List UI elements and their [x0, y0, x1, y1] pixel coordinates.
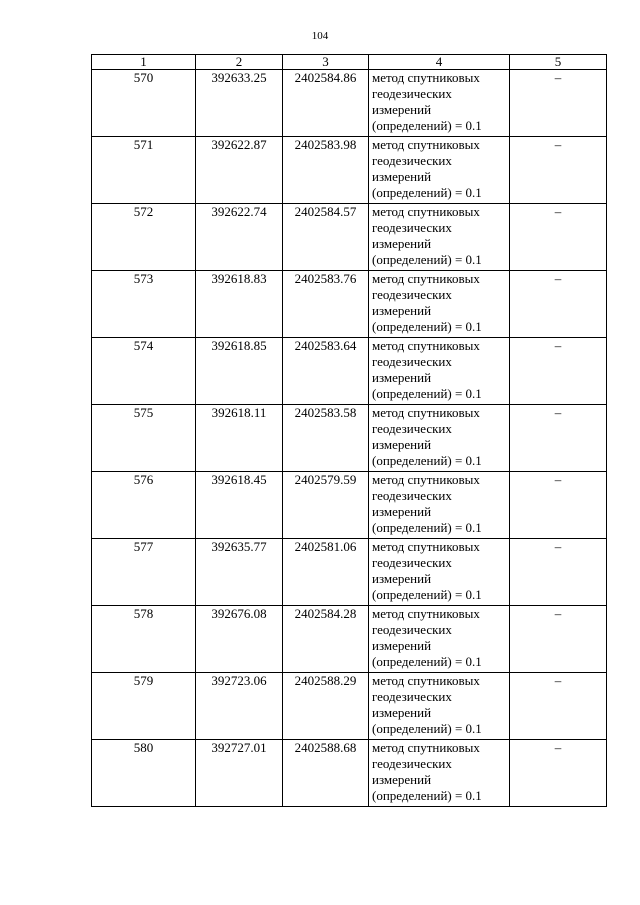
x-coordinate: 392676.08	[196, 606, 283, 673]
note-dash: –	[510, 338, 607, 405]
column-header-4: 4	[369, 55, 510, 70]
method-description	[369, 606, 510, 673]
table-row	[92, 405, 607, 472]
method-line: измерений	[372, 236, 432, 251]
method-line: метод спутниковых	[372, 539, 480, 554]
x-coordinate: 392618.11	[196, 405, 283, 472]
table-row	[92, 673, 607, 740]
table-row	[92, 472, 607, 539]
note-dash: –	[510, 472, 607, 539]
method-line: геодезических	[372, 86, 452, 101]
method-line: (определений) = 0.1	[372, 252, 482, 267]
method-line: (определений) = 0.1	[372, 721, 482, 736]
y-coordinate: 2402583.64	[283, 338, 369, 405]
y-coordinate: 2402584.28	[283, 606, 369, 673]
method-line: (определений) = 0.1	[372, 520, 482, 535]
method-line: геодезических	[372, 756, 452, 771]
method-description	[369, 405, 510, 472]
point-number: 577	[92, 539, 196, 606]
x-coordinate: 392618.83	[196, 271, 283, 338]
method-description	[369, 740, 510, 807]
point-number: 570	[92, 70, 196, 137]
method-line: метод спутниковых	[372, 405, 480, 420]
x-coordinate: 392618.85	[196, 338, 283, 405]
method-line: метод спутниковых	[372, 472, 480, 487]
table-header	[92, 55, 607, 70]
table-row	[92, 70, 607, 137]
method-line: (определений) = 0.1	[372, 453, 482, 468]
method-line: метод спутниковых	[372, 70, 480, 85]
table-row	[92, 137, 607, 204]
method-line: метод спутниковых	[372, 137, 480, 152]
method-description	[369, 137, 510, 204]
method-line: измерений	[372, 169, 432, 184]
point-number: 572	[92, 204, 196, 271]
method-description	[369, 271, 510, 338]
method-line: (определений) = 0.1	[372, 185, 482, 200]
y-coordinate: 2402583.98	[283, 137, 369, 204]
method-line: измерений	[372, 772, 432, 787]
method-line: (определений) = 0.1	[372, 118, 482, 133]
method-description	[369, 338, 510, 405]
note-dash: –	[510, 271, 607, 338]
point-number: 579	[92, 673, 196, 740]
table-row	[92, 271, 607, 338]
coordinates-table	[91, 54, 607, 807]
table-row	[92, 606, 607, 673]
column-header-5: 5	[510, 55, 607, 70]
note-dash: –	[510, 137, 607, 204]
column-header-2: 2	[196, 55, 283, 70]
x-coordinate: 392635.77	[196, 539, 283, 606]
method-line: (определений) = 0.1	[372, 654, 482, 669]
y-coordinate: 2402588.68	[283, 740, 369, 807]
note-dash: –	[510, 740, 607, 807]
method-description	[369, 70, 510, 137]
method-line: геодезических	[372, 153, 452, 168]
y-coordinate: 2402584.86	[283, 70, 369, 137]
method-line: метод спутниковых	[372, 606, 480, 621]
y-coordinate: 2402588.29	[283, 673, 369, 740]
method-line: геодезических	[372, 689, 452, 704]
method-line: (определений) = 0.1	[372, 319, 482, 334]
method-line: метод спутниковых	[372, 271, 480, 286]
y-coordinate: 2402579.59	[283, 472, 369, 539]
method-line: геодезических	[372, 421, 452, 436]
point-number: 571	[92, 137, 196, 204]
x-coordinate: 392618.45	[196, 472, 283, 539]
method-description	[369, 673, 510, 740]
note-dash: –	[510, 606, 607, 673]
table-row	[92, 204, 607, 271]
page-number: 104	[311, 30, 329, 42]
y-coordinate: 2402581.06	[283, 539, 369, 606]
x-coordinate: 392622.87	[196, 137, 283, 204]
method-line: измерений	[372, 370, 432, 385]
method-line: геодезических	[372, 555, 452, 570]
method-line: метод спутниковых	[372, 740, 480, 755]
method-line: измерений	[372, 504, 432, 519]
method-line: измерений	[372, 437, 432, 452]
y-coordinate: 2402583.58	[283, 405, 369, 472]
note-dash: –	[510, 405, 607, 472]
y-coordinate: 2402584.57	[283, 204, 369, 271]
note-dash: –	[510, 70, 607, 137]
x-coordinate: 392633.25	[196, 70, 283, 137]
method-line: метод спутниковых	[372, 338, 480, 353]
x-coordinate: 392723.06	[196, 673, 283, 740]
method-line: метод спутниковых	[372, 204, 480, 219]
point-number: 576	[92, 472, 196, 539]
column-header-1: 1	[92, 55, 196, 70]
note-dash: –	[510, 673, 607, 740]
column-header-3: 3	[283, 55, 369, 70]
method-line: измерений	[372, 102, 432, 117]
method-line: геодезических	[372, 354, 452, 369]
table-row	[92, 539, 607, 606]
method-line: (определений) = 0.1	[372, 788, 482, 803]
method-description	[369, 204, 510, 271]
method-line: метод спутниковых	[372, 673, 480, 688]
method-line: геодезических	[372, 287, 452, 302]
x-coordinate: 392622.74	[196, 204, 283, 271]
header-row	[92, 55, 607, 70]
method-line: (определений) = 0.1	[372, 587, 482, 602]
method-line: геодезических	[372, 622, 452, 637]
note-dash: –	[510, 204, 607, 271]
table-body	[92, 70, 607, 807]
method-description	[369, 472, 510, 539]
method-description	[369, 539, 510, 606]
method-line: геодезических	[372, 220, 452, 235]
x-coordinate: 392727.01	[196, 740, 283, 807]
point-number: 574	[92, 338, 196, 405]
note-dash: –	[510, 539, 607, 606]
point-number: 578	[92, 606, 196, 673]
point-number: 580	[92, 740, 196, 807]
method-line: измерений	[372, 638, 432, 653]
point-number: 575	[92, 405, 196, 472]
method-line: (определений) = 0.1	[372, 386, 482, 401]
method-line: измерений	[372, 303, 432, 318]
point-number: 573	[92, 271, 196, 338]
method-line: геодезических	[372, 488, 452, 503]
table-row	[92, 338, 607, 405]
y-coordinate: 2402583.76	[283, 271, 369, 338]
table-row	[92, 740, 607, 807]
method-line: измерений	[372, 571, 432, 586]
method-line: измерений	[372, 705, 432, 720]
